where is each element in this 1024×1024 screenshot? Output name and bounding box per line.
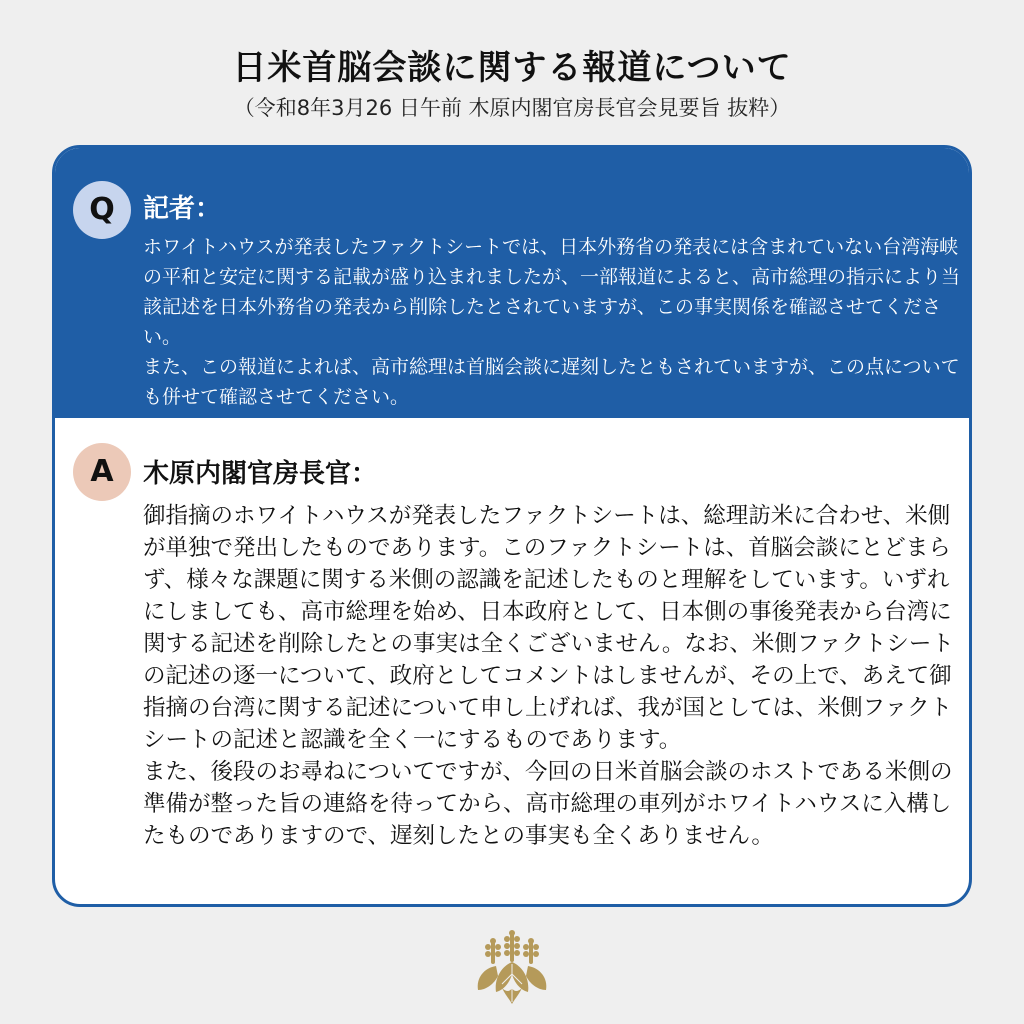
answer-text [143, 500, 961, 852]
question-text [143, 232, 961, 412]
question-badge: Q [73, 181, 131, 239]
answer-paragraph: また、後段のお尋ねについてですが、今回の日米首脳会談のホストである米側の準備が整った旨の連絡を待ってから、高市総理の車列がホワイトハウスに入構したものでありますので、遅刻したとの事実も全くありません。 [143, 759, 953, 849]
question-speaker: 記者： [143, 194, 222, 224]
paulownia-crest-icon [472, 926, 552, 1006]
question-paragraph: また、この報道によれば、高市総理は首脳会談に遅刻したともされていますが、この点についても併せて確認させてください。 [143, 356, 960, 408]
answer-badge: A [73, 443, 131, 501]
page-subtitle: （令和8年3月26 日午前 木原内閣官房長官会見要旨 抜粋） [233, 96, 791, 120]
question-paragraph: ホワイトハウスが発表したファクトシートでは、日本外務省の発表には含まれていない台湾海峡の平和と安定に関する記載が盛り込まれましたが、一部報道によると、高市総理の指示により当該記述を日本外務省の発表から削除したとされていますが、この事実関係を確認させてください。 [143, 236, 961, 348]
qa-card [52, 145, 972, 907]
answer-speaker: 木原内閣官房長官： [143, 459, 378, 489]
question-section [55, 148, 969, 418]
page-title: 日米首脳会談に関する報道について [232, 48, 792, 88]
answer-paragraph: 御指摘のホワイトハウスが発表したファクトシートは、総理訪米に合わせ、米側が単独で発出したものであります。このファクトシートは、首脳会談にとどまらず、様々な課題に関する米側の認識を記述したものと理解をしています。いずれにしましても、高市総理を始め、日本政府として、日本側の事後発表から台湾に関する記述を削除したとの事実は全くございません。なお、米側ファクトシートの記述の逐一について、政府としてコメントはしませんが、その上で、あえて御指摘の台湾に関する記述について申し上げれば、我が国としては、米側ファクトシートの記述と認識を全く一にするものであります。 [143, 503, 954, 753]
